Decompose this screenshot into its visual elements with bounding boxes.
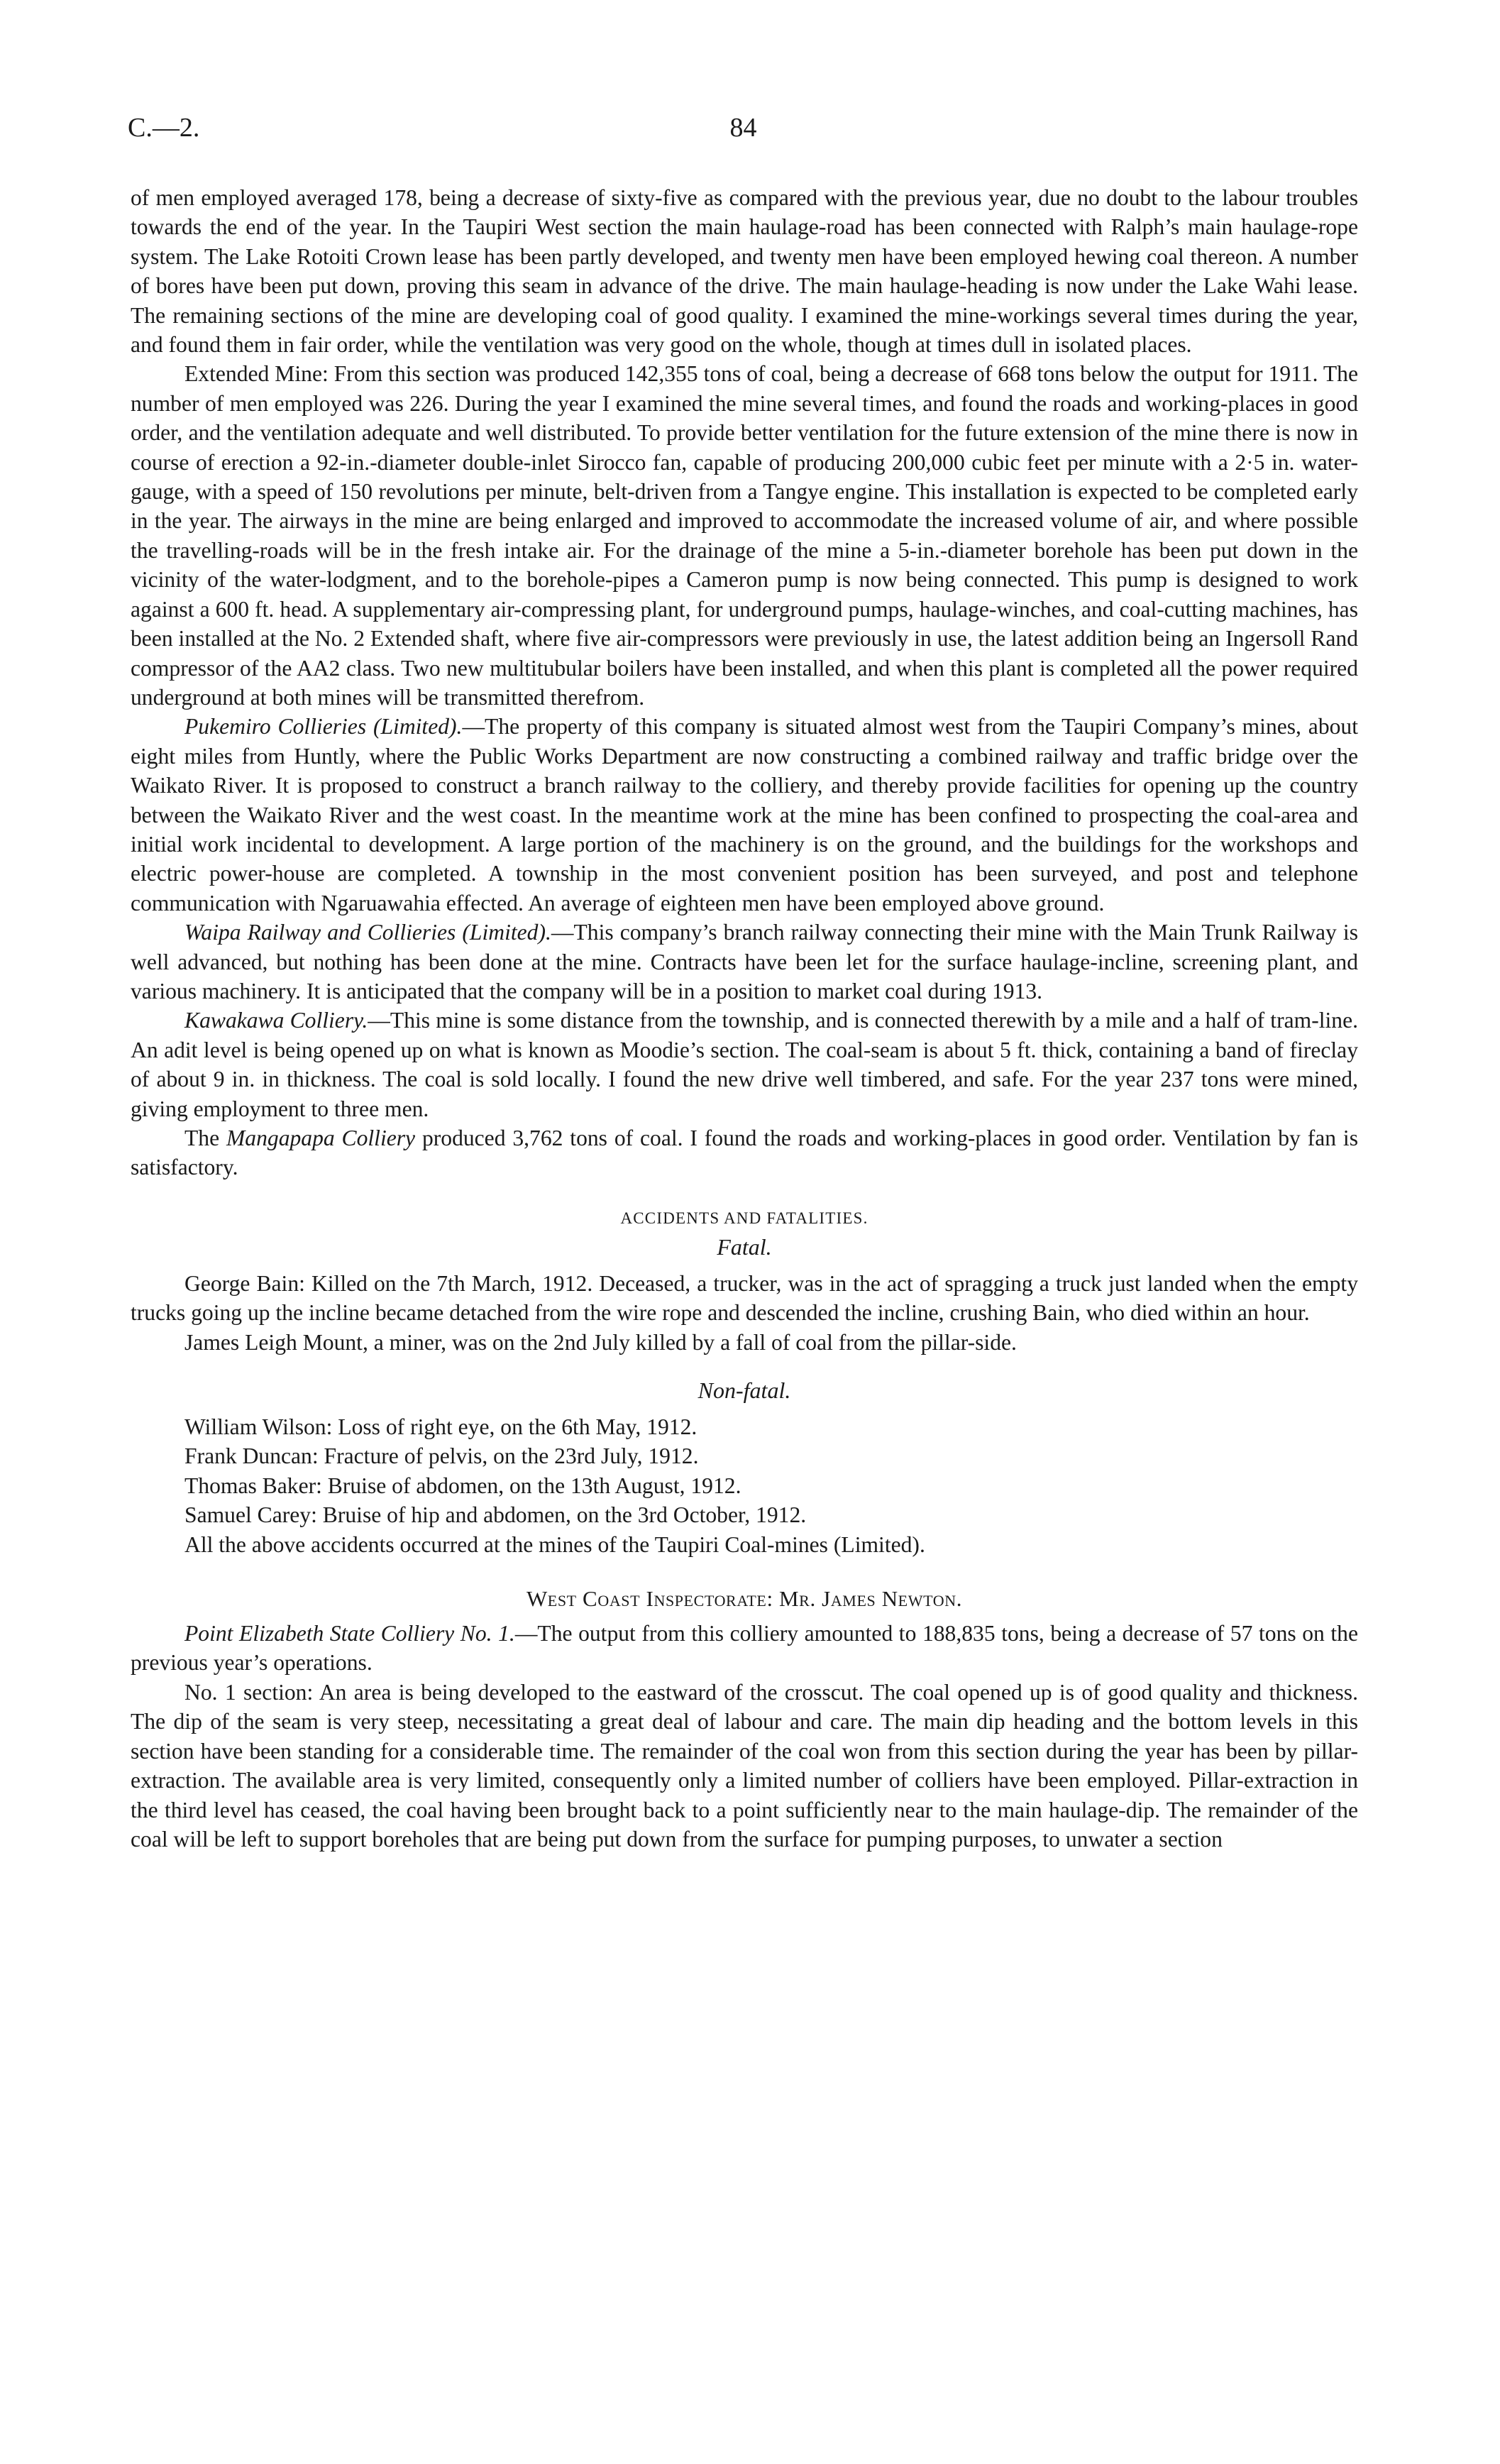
- kawakawa-text: —This mine is some distance from the township, and is connected therewith by a mile and a half of tram-line. An adit level is being opened up on what is known as Moodie’s section. The coal-seam is about 5 ft. thick, containing a band of fireclay of about 9 in. in thickness. The coal is sold locally. I found the new drive well timbered, and safe. For the year 237 tons were mined, giving employment to three men.: [131, 1008, 1358, 1121]
- point-elizabeth-text: —The output from this colliery amounted to 188,835 tons, being a decrease of 57 tons on the previous year’s operations.: [131, 1621, 1359, 1676]
- paragraph-pukemiro: [131, 712, 1358, 918]
- waipa-title: Waipa Railway and Collieries (Limited).: [184, 920, 551, 945]
- nonfatal-entry: William Wilson: Loss of right eye, on the 6th May, 1912.: [184, 1414, 697, 1440]
- paragraph-no1-section: No. 1 section: An area is being developed to the eastward of the crosscut. The coal opened up is of good quality and thickness. The dip of the seam is very steep, necessitating a great deal of labour and care. The main dip heading and the bottom levels in this section have been standing for a considerable time. The remainder of the coal won from this section during the year has been by pillar-extraction. The available area is very limited, consequently only a limited number of colliers have been employed. Pillar-extraction in the third level has ceased, the coal having been brought back to a point sufficiently near to the main haulage-dip. The remainder of the coal will be left to support boreholes that are being put down from the surface for pumping purposes, to unwater a section: [131, 1679, 1358, 1852]
- waipa-text: —This company’s branch railway connecting their mine with the Main Trunk Railway is well advanced, but nothing has been done at the mine. Contracts have been let for the surface haulage-incline, screening plant, and various machinery. It is anticipated that the company will be in a position to market coal during 1913.: [131, 920, 1358, 1003]
- paragraph-taupiri-west: of men employed averaged 178, being a decrease of sixty-five as compared with the previous year, due no doubt to the labour troubles towards the end of the year. In the Taupiri West section the main haulage-road has been connected with Ralph’s main haulage-rope system. The Lake Rotoiti Crown lease has been partly developed, and twenty men have been employed hewing coal thereon. A number of bores have been put down, proving this seam in advance of the drive. The main haulage-heading is now under the Lake Wahi lease. The remaining sections of the mine are developing coal of good quality. I examined the mine-workings several times during the year, and found them in fair order, while the ventilation was very good on the whole, though at times dull in isolated places.: [131, 185, 1358, 358]
- fatal-heading: Fatal.: [717, 1233, 772, 1260]
- kawakawa-title: Kawakawa Colliery.: [184, 1008, 368, 1033]
- mangapapa-lead: The: [184, 1126, 226, 1150]
- paragraph-waipa: [131, 918, 1358, 1006]
- mangapapa-name: Mangapapa Colliery: [226, 1126, 416, 1150]
- paragraph-point-elizabeth: [131, 1619, 1358, 1678]
- paragraph-extended-mine: Extended Mine: From this section was produced 142,355 tons of coal, being a decrease of 668 tons below the output for 1911. The number of men employed was 226. During the year I examined the mine several times, and found the roads and working-places in good order, and the ventilation adequate and well distributed. To provide better ventilation for the future extension of the mine there is now in course of erection a 92-in.-diameter double-inlet Sirocco fan, capable of producing 200,000 cubic feet per minute with a 2·5 in. water-gauge, with a speed of 150 revolutions per minute, belt-driven from a Tangye engine. This installation is expected to be completed early in the year. The airways in the mine are being enlarged and improved to accommodate the increased volume of air, and where possible the travelling-roads will be in the fresh intake air. For the drainage of the mine a 5-in.-diameter borehole has been put down in the vicinity of the water-lodgment, and to the borehole-pipes a Cameron pump is now being connected. This pump is designed to work against a 600 ft. head. A supplementary air-compressing plant, for underground pumps, haulage-winches, and coal-cutting machines, has been installed at the No. 2 Extended shaft, where five air-compressors were previously in use, the latest addition being an Ingersoll Rand compressor of the AA2 class. Two new multitubular boilers have been installed, and when this plant is completed all the power required underground at both mines will be transmitted therefrom.: [131, 361, 1358, 710]
- series-label: C.—2.: [128, 113, 200, 143]
- nonfatal-heading: Non-fatal.: [697, 1377, 791, 1404]
- page-body: [131, 183, 1358, 1854]
- fatal-entry: James Leigh Mount, a miner, was on the 2nd July killed by a fall of coal from the pillar-side.: [184, 1329, 1017, 1355]
- accidents-heading: ACCIDENTS AND FATALITIES.: [620, 1209, 868, 1227]
- paragraph-kawakawa: [131, 1006, 1358, 1123]
- page-header: [128, 112, 1359, 148]
- fatal-entry: George Bain: Killed on the 7th March, 1912. Deceased, a trucker, was in the act of spragging a truck just landed when the empty trucks going up the incline became detached from the wire rope and descended the incline, crushing Bain, who died within an hour.: [131, 1270, 1358, 1326]
- nonfatal-list: [131, 1412, 1358, 1559]
- nonfatal-entry: Thomas Baker: Bruise of abdomen, on the 13th August, 1912.: [184, 1473, 741, 1498]
- nonfatal-entry: Samuel Carey: Bruise of hip and abdomen, on the 3rd October, 1912.: [184, 1502, 807, 1528]
- nonfatal-entry: Frank Duncan: Fracture of pelvis, on the 23rd July, 1912.: [184, 1443, 699, 1469]
- pukemiro-title: Pukemiro Collieries (Limited).: [184, 714, 463, 739]
- point-elizabeth-title: Point Elizabeth State Colliery No. 1.: [184, 1621, 515, 1646]
- pukemiro-text: —The property of this company is situated almost west from the Taupiri Company’s mines, about eight miles from Huntly, where the Public Works Department are now constructing a combined railway and traffic bridge over the Waikato River. It is proposed to construct a branch railway to the colliery, and thereby provide facilities for opening up the country between the Waikato River and the west coast. In the meantime work at the mine has been confined to prospecting the coal-area and initial work incidental to development. A large portion of the machinery is on the ground, and the buildings for the workshops and electric power-house are completed. A township in the most convenient position has been surveyed, and post and telephone communication with Ngaruawahia effected. An average of eighteen men have been employed above ground.: [131, 714, 1358, 915]
- page-number: 84: [729, 113, 757, 143]
- nonfatal-entry: All the above accidents occurred at the mines of the Taupiri Coal-mines (Limited).: [184, 1531, 925, 1557]
- mangapapa-text: produced 3,762 tons of coal. I found the roads and working-places in good order. Ventilation by fan is satisfactory.: [131, 1126, 1358, 1180]
- paragraph-mangapapa: [131, 1123, 1358, 1182]
- west-coast-heading: West Coast Inspectorate: Mr. James Newton.: [526, 1586, 963, 1612]
